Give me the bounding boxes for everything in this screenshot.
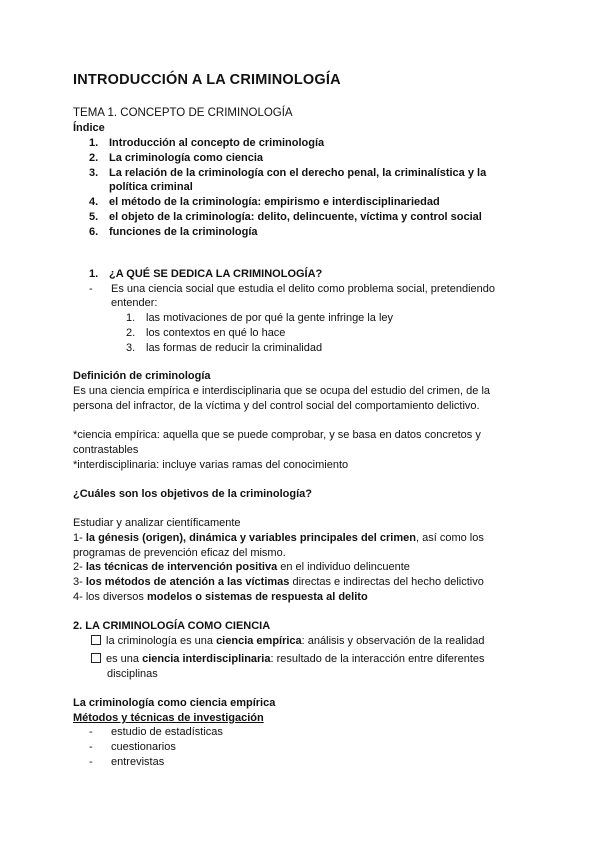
objetivo-2: 2- las técnicas de intervención positiva en el individuo delincuente	[73, 561, 410, 573]
section-1-heading: 1. ¿A QUÉ SE DEDICA LA CRIMINOLOGÍA?	[89, 268, 323, 280]
indice-label: Índice	[73, 122, 105, 134]
objetivo-4: 4- los diversos modelos o sistemas de respuesta al delito	[73, 591, 368, 603]
section-1-bullet: - Es una ciencia social que estudia el delito como problema social, pretendiendo	[89, 283, 496, 295]
sub-list-item: 3. las formas de reducir la criminalidad	[126, 342, 323, 354]
metodo-item: - entrevistas	[89, 756, 165, 768]
note-empirica-cont: contrastables	[73, 444, 139, 456]
indice-item: 5. el objeto de la criminología: delito, delincuente, víctima y control social	[89, 211, 482, 223]
objetivos-intro: Estudiar y analizar científicamente	[73, 517, 241, 529]
indice-item: 6. funciones de la criminología	[89, 226, 258, 238]
objetivo-1: 1- la génesis (origen), dinámica y variables principales del crimen, así como los	[73, 532, 484, 544]
document-title: INTRODUCCIÓN A LA CRIMINOLOGÍA	[73, 72, 341, 88]
definicion-text: persona del infractor, de la víctima y del control social del comportamiento delictivo.	[73, 400, 480, 412]
indice-item: 4. el método de la criminología: empirismo e interdisciplinariedad	[89, 196, 440, 208]
indice-item-continuation: política criminal	[109, 181, 193, 193]
indice-item: 1. Introducción al concepto de criminología	[89, 137, 325, 149]
metodos-subheading: Métodos y técnicas de investigación	[73, 712, 264, 724]
note-empirica: *ciencia empírica: aquella que se puede comprobar, y se basa en datos concretos y	[73, 429, 481, 441]
section-1-bullet-cont: entender:	[111, 297, 158, 309]
empirica-heading: La criminología como ciencia empírica	[73, 697, 276, 709]
tema-heading: TEMA 1. CONCEPTO DE CRIMINOLOGÍA	[73, 107, 293, 119]
definicion-heading: Definición de criminología	[73, 370, 211, 382]
objetivos-heading: ¿Cuáles son los objetivos de la criminología?	[73, 488, 312, 500]
checklist-item-cont: disciplinas	[107, 668, 158, 680]
sub-list-item: 2. los contextos en qué lo hace	[126, 327, 286, 339]
definicion-text: Es una ciencia empírica e interdisciplinaria que se ocupa del estudio del crimen, de la	[73, 385, 491, 397]
objetivo-3: 3- los métodos de atención a las víctimas directas e indirectas del hecho delictivo	[73, 576, 484, 588]
metodo-item: - cuestionarios	[89, 741, 176, 753]
sub-list-item: 1. las motivaciones de por qué la gente infringe la ley	[126, 312, 394, 324]
checkbox-icon	[91, 653, 101, 663]
checkbox-icon	[91, 635, 101, 645]
metodo-item: - estudio de estadísticas	[89, 726, 223, 738]
section-2-heading: 2. LA CRIMINOLOGÍA COMO CIENCIA	[73, 620, 271, 632]
indice-item: 2. La criminología como ciencia	[89, 152, 264, 164]
note-interdisciplinaria: *interdisciplinaria: incluye varias ramas del conocimiento	[73, 459, 349, 471]
indice-item: 3. La relación de la criminología con el derecho penal, la criminalística y la	[89, 167, 487, 179]
checklist-item: la criminología es una ciencia empírica: análisis y observación de la realidad	[91, 634, 485, 649]
checklist-item: es una ciencia interdisciplinaria: resultado de la interacción entre diferentes	[91, 652, 485, 667]
objetivo-1-cont: programas de prevención eficaz del mismo.	[73, 547, 286, 559]
